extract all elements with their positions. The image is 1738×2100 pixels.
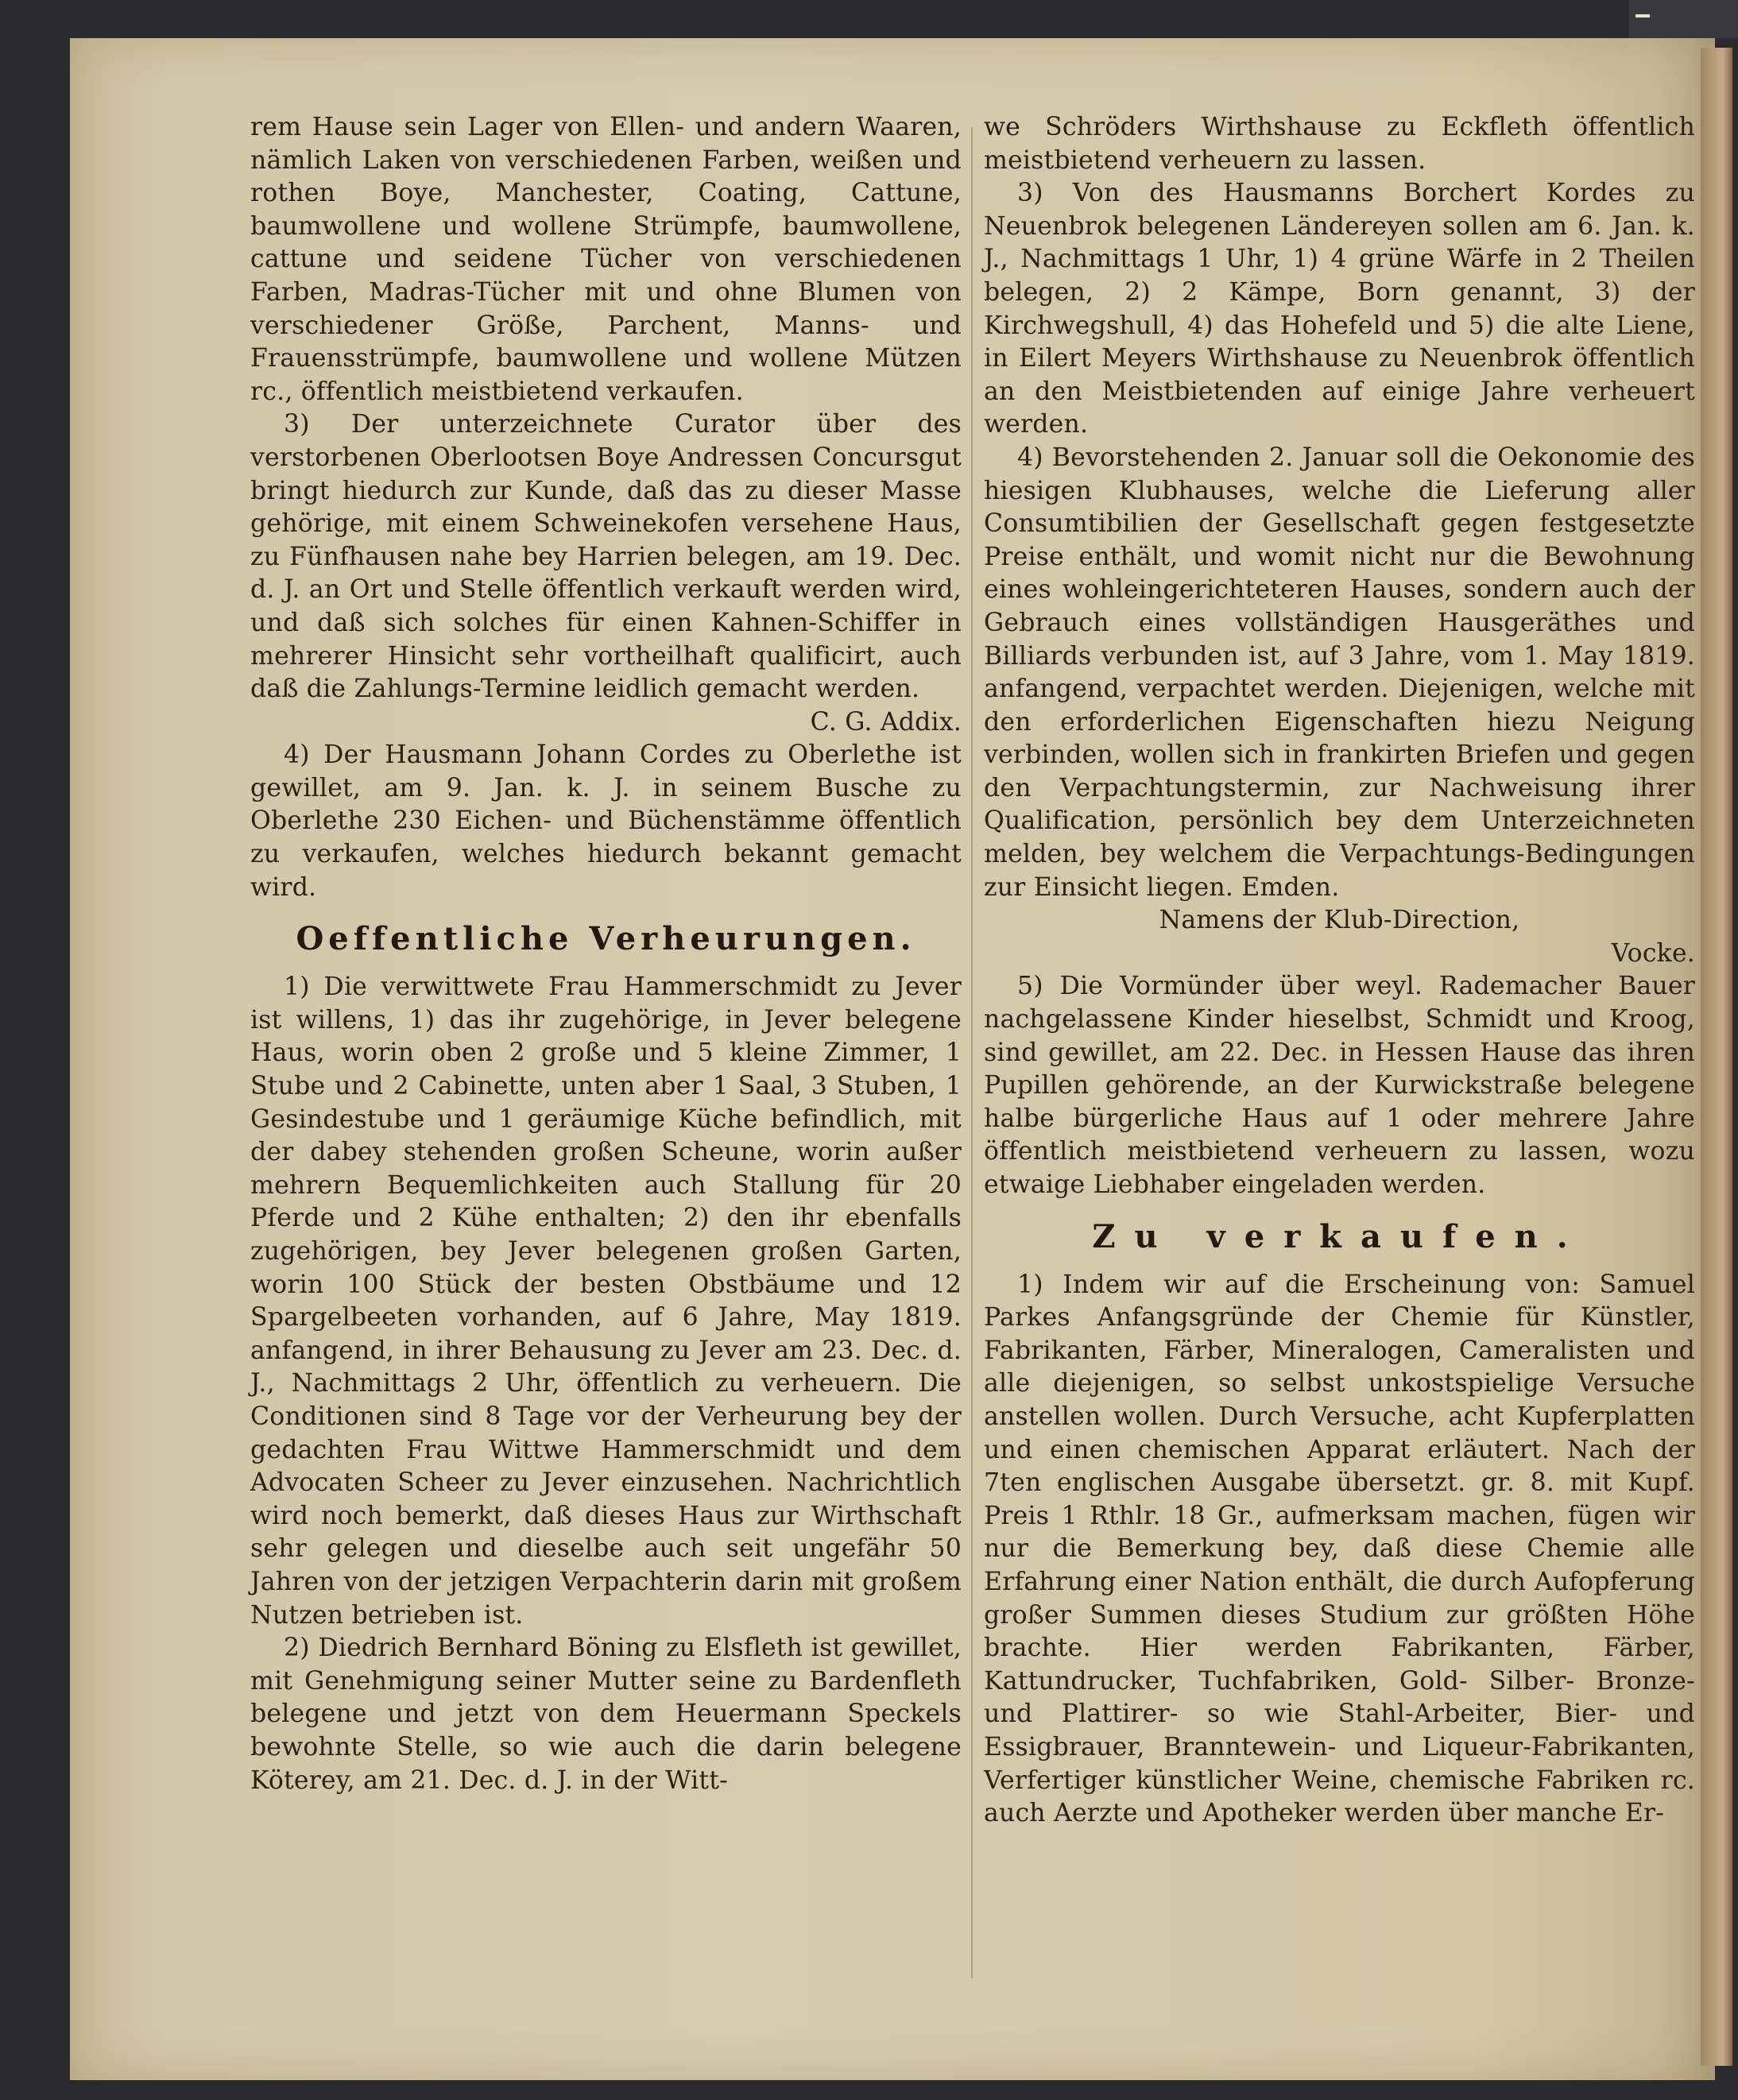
- rental-notice-5: 5) Die Vormünder über weyl. Rademacher Bauer nachgelassene Kinder hieselbst, Schmidt und Kroog, sind gewillet, am 22. Dec. in Hessen Hause das ihren Pupillen gehörende, an der Kurwickstraße belegene halbe bürgerliche Haus auf 1 oder mehrere Jahre öffentlich meistbietend verheuern zu lassen, wozu etwaige Liebhaber eingeladen werden.: [984, 972, 1695, 1199]
- rental-notice-4: 4) Bevorstehenden 2. Januar soll die Oekonomie des hiesigen Klubhauses, welche die Lieferung aller Consumtibilien der Gesellschaft gegen festgesetzte Preise enthält, und womit nicht nur die Bewohnung eines wohleingerichteteren Hauses, sondern auch der Gebrauch eines vollständigen Hausgeräthes und Billiards verbunden ist, auf 3 Jahre, vom 1. May 1819. anfangend, verpachtet werden. Diejenigen, welche mit den erforderlichen Eigenschaften hiezu Neigung verbinden, wollen sich in frankirten Briefen und gegen den Verpachtungstermin, zur Nachweisung ihrer Qualification, persönlich bey dem Unterzeichneten melden, bey welchem die Verpachtungs-Bedingungen zur Einsicht liegen. Emden.: [984, 443, 1695, 902]
- rental-notice-3: 3) Von des Hausmanns Borchert Kordes zu Neuenbrok belegenen Ländereyen sollen am 6. Jan. k. J., Nachmittags 1 Uhr, 1) 4 grüne Wärfe in 2 Theilen belegen, 2) 2 Kämpe, Born genannt, 3) der Kirchwegshull, 4) das Hohefeld und 5) die alte Liene, in Eilert Meyers Wirthshause zu Neuenbrok öffentlich an den Meistbietenden auf einige Jahre verheuert werden.: [984, 179, 1695, 439]
- heading-for-sale: Zu verkaufen.: [1092, 1217, 1587, 1255]
- rental-notice-2-continuation: we Schröders Wirthshause zu Eckfleth öffentlich meistbietend verheuern zu lassen.: [984, 113, 1695, 175]
- rental-notice-2: 2) Diedrich Bernhard Böning zu Elsfleth ist gewillet, mit Genehmigung seiner Mutter seine zu Bardenfleth belegene und jetzt von dem Heuermann Speckels bewohnte Stelle, so wie auch die darin belegene Köterey, am 21. Dec. d. J. in der Witt-: [250, 1634, 962, 1795]
- scanner-strip: [1629, 0, 1738, 38]
- left-column: [250, 111, 962, 1797]
- rental-notice-4-signature-line: Namens der Klub-Direction,: [1159, 906, 1520, 935]
- notice-4: 4) Der Hausmann Johann Cordes zu Oberlethe ist gewillet, am 9. Jan. k. J. in seinem Busche zu Oberlethe 230 Eichen- und Büchenstämme öffentlich zu verkaufen, welches hiedurch bekannt gemacht wird.: [250, 741, 962, 902]
- scanner-tick: [1635, 14, 1650, 17]
- page-edge: [1701, 48, 1732, 2066]
- notice-continuation: rem Hause sein Lager von Ellen- und andern Waaren, nämlich Laken von verschiedenen Farben, weißen und rothen Boye, Manchester, Coating, Cattune, baumwollene und wollene Strümpfe, baumwollene, cattune und seidene Tücher von verschiedenen Farben, Madras-Tücher mit und ohne Blumen von verschiedener Größe, Parchent, Manns- und Frauensstrümpfe, baumwollene und wollene Mützen rc., öffentlich meistbietend verkaufen.: [250, 113, 962, 406]
- heading-public-rentals: Oeffentliche Verheurungen.: [296, 920, 916, 958]
- rental-notice-4-signature-name: Vocke.: [1611, 938, 1695, 968]
- notice-3: 3) Der unterzeichnete Curator über des verstorbenen Oberlootsen Boye Andressen Concursgut bringt hiedurch zur Kunde, daß das zu dieser Masse gehörige, mit einem Schweinekofen versehene Haus, zu Fünfhausen nahe bey Harrien belegen, am 19. Dec. d. J. an Ort und Stelle öffentlich verkauft werden wird, und daß sich solches für einen Kahnen-Schiffer in mehrerer Hinsicht sehr vortheilhaft qualificirt, auch daß die Zahlungs-Termine leidlich gemacht werden.: [250, 410, 962, 704]
- notice-3-signature: C. G. Addix.: [810, 707, 962, 737]
- right-column: [984, 111, 1695, 1831]
- rental-notice-1: 1) Die verwittwete Frau Hammerschmidt zu Jever ist willens, 1) das ihr zugehörige, in Jever belegene Haus, worin oben 2 große und 5 kleine Zimmer, 1 Stube und 2 Cabinette, unten aber 1 Saal, 3 Stuben, 1 Gesindestube und 1 geräumige Küche befindlich, mit der dabey stehenden großen Scheune, worin außer mehrern Bequemlichkeiten auch Stallung für 20 Pferde und 2 Kühe enthalten; 2) den ihr ebenfalls zugehörigen, bey Jever belegenen großen Garten, worin 100 Stück der besten Obstbäume und 12 Spargelbeeten vorhanden, auf 6 Jahre, May 1819. anfangend, in ihrer Behausung zu Jever am 23. Dec. d. J., Nachmittags 2 Uhr, öffentlich zu verheuern. Die Conditionen sind 8 Tage vor der Verheurung bey der gedachten Frau Wittwe Hammerschmidt und dem Advocaten Scheer zu Jever einzusehen. Nachrichtlich wird noch bemerkt, daß dieses Haus zur Wirthschaft sehr gelegen und dieselbe auch seit ungefähr 50 Jahren von der jetzigen Verpachterin darin mit großem Nutzen betrieben ist.: [250, 973, 962, 1630]
- column-divider: [971, 127, 973, 1978]
- sale-notice-1: 1) Indem wir auf die Erscheinung von: Samuel Parkes Anfangsgründe der Chemie für Künstler, Fabrikanten, Färber, Mineralogen, Cameralisten und alle diejenigen, so selbst unkostspielige Versuche anstellen wollen. Durch Versuche, acht Kupferplatten und einen chemischen Apparat erläutert. Nach der 7ten englischen Ausgabe übersetzt. gr. 8. mit Kupf. Preis 1 Rthlr. 18 Gr., aufmerksam machen, fügen wir nur die Bemerkung bey, daß diese Chemie alle Erfahrung einer Nation enthält, die durch Aufopferung großer Summen dieses Studium zur größten Höhe brachte. Hier werden Fabrikanten, Färber, Kattundrucker, Tuchfabriken, Gold- Silber- Bronze- und Plattirer- so wie Stahl-Arbeiter, Bier- und Essigbrauer, Branntewein- und Liqueur-Fabrikanten, Verfertiger künstlicher Weine, chemische Fabriken rc. auch Aerzte und Apotheker werden über manche Er-: [984, 1270, 1695, 1828]
